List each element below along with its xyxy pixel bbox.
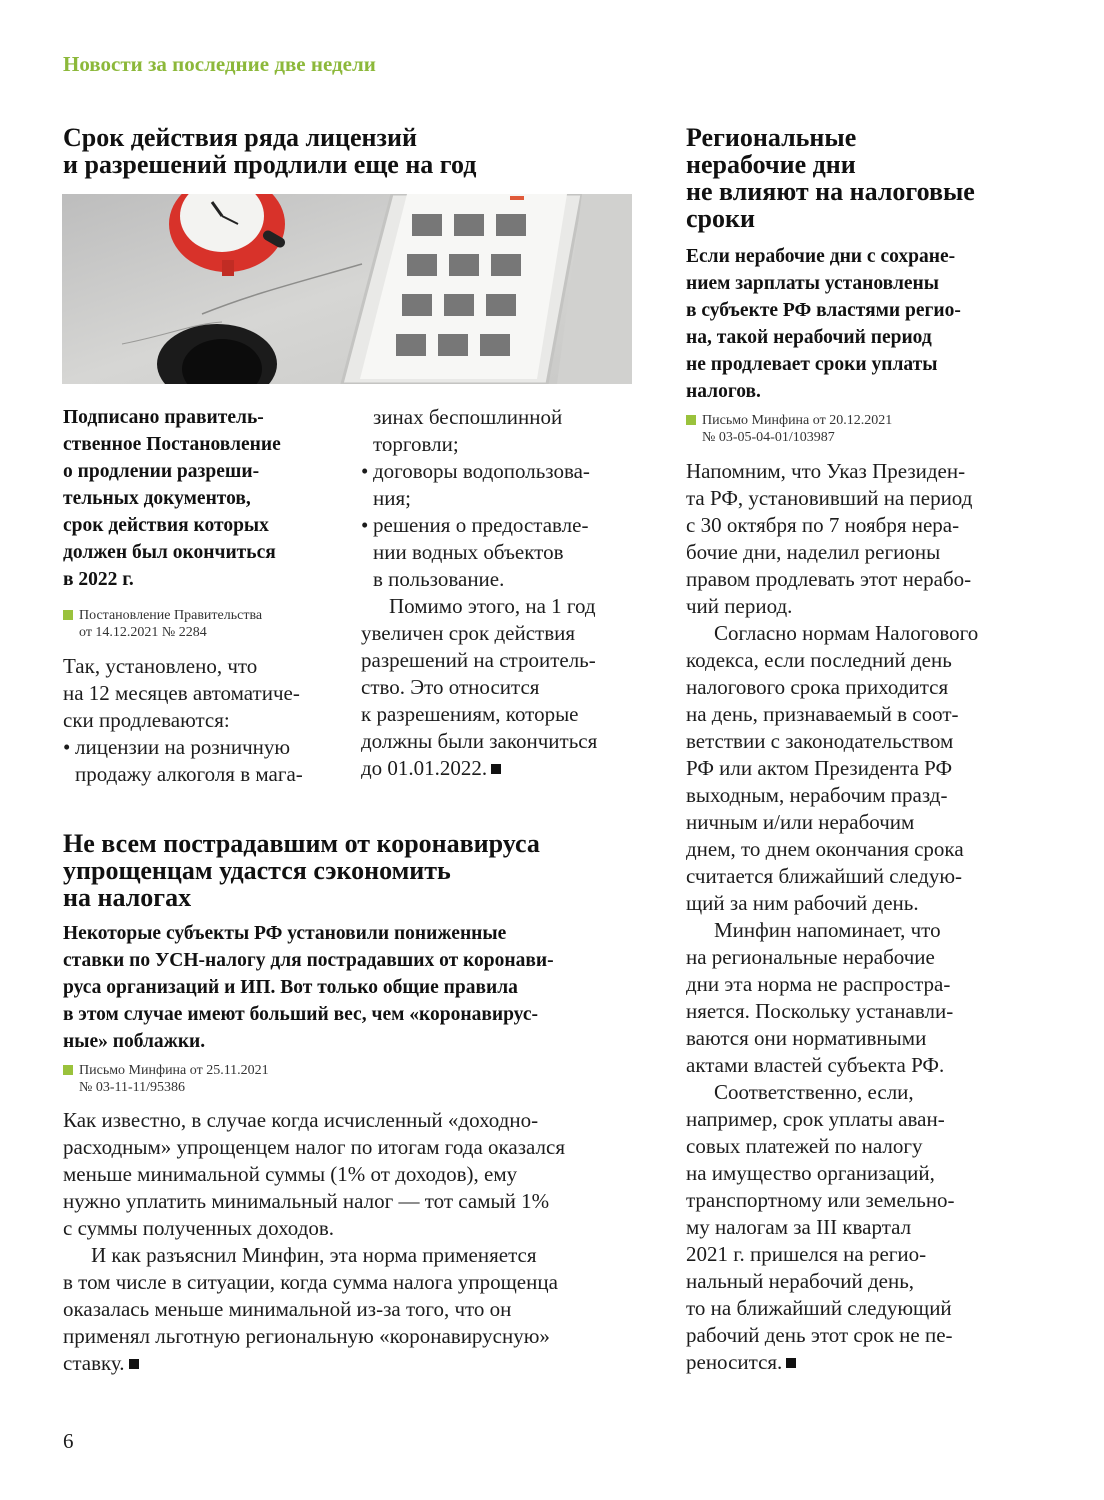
article1-title-line: Срок действия ряда лицензий bbox=[63, 123, 417, 152]
article3-source bbox=[686, 412, 1062, 446]
source-line: Письмо Минфина от 20.12.2021 bbox=[702, 413, 893, 428]
body-line: ваются они нормативными bbox=[686, 1026, 927, 1050]
lead-line: Подписано правитель- bbox=[63, 407, 264, 428]
article2-source bbox=[63, 1062, 479, 1096]
body-line: до 01.01.2022. bbox=[361, 756, 488, 780]
article3-lead bbox=[686, 243, 1046, 405]
body-line: с суммы полученных доходов. bbox=[63, 1216, 335, 1240]
article3-title-line: Региональные bbox=[686, 123, 857, 152]
lead-line: не продлевает сроки уплаты bbox=[686, 354, 938, 375]
body-line: торговли; bbox=[373, 432, 459, 456]
source-line: № 03-05-04-01/103987 bbox=[702, 430, 835, 445]
body-line: оказалась меньше минимальной из-за того, что он bbox=[63, 1297, 512, 1321]
body-line: ски продлеваются: bbox=[63, 708, 230, 732]
body-line: совых платежей по налогу bbox=[686, 1134, 923, 1158]
body-line: на день, признаваемый в соот- bbox=[686, 702, 959, 726]
body-line: на региональные нерабочие bbox=[686, 945, 935, 969]
bullet-item bbox=[361, 512, 646, 593]
body-line: актами властей субъекта РФ. bbox=[686, 1053, 945, 1077]
body-line: ния; bbox=[373, 486, 411, 510]
lead-line: в 2022 г. bbox=[63, 569, 134, 590]
body-line: Как известно, в случае когда исчисленный «доходно- bbox=[63, 1108, 539, 1132]
lead-line: ные» поблажки. bbox=[63, 1031, 206, 1052]
body-line: реносится. bbox=[686, 1350, 783, 1374]
body-line: бочие дни, наделил регионы bbox=[686, 540, 941, 564]
body-line: налогового срока приходится bbox=[686, 675, 949, 699]
body-line: то на ближайший следующий bbox=[686, 1296, 952, 1320]
body-line: нии водных объектов bbox=[373, 540, 564, 564]
bullet-item bbox=[63, 734, 343, 788]
source-line: № 03-11-11/95386 bbox=[79, 1080, 186, 1095]
bullet-continuation bbox=[361, 404, 646, 458]
lead-line: ственное Постановление bbox=[63, 434, 281, 455]
lead-line: должен был окончиться bbox=[63, 542, 276, 563]
body-line: считается ближайший следую- bbox=[686, 864, 962, 888]
body-line: к разрешениям, которые bbox=[361, 702, 579, 726]
end-mark-icon bbox=[491, 764, 501, 774]
section-label: Новости за последние две недели bbox=[63, 52, 376, 76]
article1-col2 bbox=[361, 404, 646, 782]
body-line: Согласно нормам Налогового bbox=[714, 621, 979, 645]
lead-line: в этом случае имеют больший вес, чем «коронавирус- bbox=[63, 1004, 538, 1025]
body-line: меньше минимальной суммы (1% от доходов), ему bbox=[63, 1162, 518, 1186]
article2-title-line: на налогах bbox=[63, 883, 192, 912]
article2-lead bbox=[63, 920, 643, 1055]
body-line: • договоры водопользова- bbox=[373, 459, 590, 483]
lead-line: руса организаций и ИП. Вот только общие правила bbox=[63, 977, 518, 998]
article1-photo bbox=[62, 194, 632, 384]
body-line: РФ или актом Президента РФ bbox=[686, 756, 953, 780]
article1-title bbox=[63, 124, 643, 178]
body-line: му налогам за III квартал bbox=[686, 1215, 912, 1239]
green-square-icon bbox=[686, 415, 696, 425]
source-line: Письмо Минфина от 25.11.2021 bbox=[79, 1063, 269, 1078]
body-line: Так, установлено, что bbox=[63, 654, 258, 678]
lead-line: в субъекте РФ властями регио- bbox=[686, 300, 961, 321]
article3-title-line: сроки bbox=[686, 204, 755, 233]
body-line: ство. Это относится bbox=[361, 675, 540, 699]
article2-title-line: Не всем пострадавшим от коронавируса bbox=[63, 829, 540, 858]
body-line: ставку. bbox=[63, 1351, 125, 1375]
body-line: • решения о предоставле- bbox=[373, 513, 589, 537]
body-line: нужно уплатить минимальный налог — тот самый 1% bbox=[63, 1189, 550, 1213]
body-line: транспортному или земельно- bbox=[686, 1188, 955, 1212]
body-line: разрешений на строитель- bbox=[361, 648, 596, 672]
body-line: Минфин напоминает, что bbox=[714, 918, 941, 942]
article1-title-line: и разрешений продлили еще на год bbox=[63, 150, 477, 179]
article3-title bbox=[686, 124, 1046, 232]
body-line: Соответственно, если, bbox=[714, 1080, 914, 1104]
body-line: 2021 г. пришелся на регио- bbox=[686, 1242, 927, 1266]
green-square-icon bbox=[63, 610, 73, 620]
article1-source bbox=[63, 607, 343, 641]
article2-title-line: упрощенцам удастся сэкономить bbox=[63, 856, 451, 885]
body-line: на имущество организаций, bbox=[686, 1161, 935, 1185]
article1-para bbox=[361, 593, 646, 782]
lead-line: на, такой нерабочий период bbox=[686, 327, 932, 348]
bullet-item bbox=[361, 458, 646, 512]
lead-line: Если нерабочие дни с сохране- bbox=[686, 246, 956, 267]
body-line: Помимо этого, на 1 год bbox=[389, 594, 596, 618]
source-line: от 14.12.2021 № 2284 bbox=[79, 625, 207, 640]
body-line: та РФ, установивший на период bbox=[686, 486, 973, 510]
body-line: должны были закончиться bbox=[361, 729, 598, 753]
source-line: Постановление Правительства bbox=[79, 608, 263, 623]
body-line: например, срок уплаты аван- bbox=[686, 1107, 945, 1131]
body-line: няется. Поскольку устанавли- bbox=[686, 999, 954, 1023]
article1-lead bbox=[63, 404, 343, 593]
article2-title bbox=[63, 830, 643, 911]
article3-title-line: нерабочие дни bbox=[686, 150, 856, 179]
lead-line: срок действия которых bbox=[63, 515, 269, 536]
body-line: рабочий день этот срок не пе- bbox=[686, 1323, 953, 1347]
body-line: • лицензии на розничную bbox=[75, 735, 291, 759]
calendar-photo-illustration bbox=[62, 194, 632, 384]
body-line: в том числе в ситуации, когда сумма налога упрощенца bbox=[63, 1270, 558, 1294]
end-mark-icon bbox=[786, 1358, 796, 1368]
lead-line: налогов. bbox=[686, 381, 761, 402]
body-line: И как разъяснил Минфин, эта норма применяется bbox=[91, 1243, 537, 1267]
article3-body bbox=[686, 458, 1066, 1376]
body-line: применял льготную региональную «коронавирусную» bbox=[63, 1324, 550, 1348]
body-line: правом продлевать этот нерабо- bbox=[686, 567, 972, 591]
body-line: выходным, нерабочим празд- bbox=[686, 783, 948, 807]
body-line: дни эта норма не распростра- bbox=[686, 972, 951, 996]
body-line: ничным и/или нерабочим bbox=[686, 810, 915, 834]
article1-col1 bbox=[63, 404, 343, 788]
body-line: Напомним, что Указ Президен- bbox=[686, 459, 966, 483]
lead-line: о продлении разреши- bbox=[63, 461, 260, 482]
article2-body bbox=[63, 1107, 663, 1377]
body-line: в пользование. bbox=[373, 567, 505, 591]
lead-line: тельных документов, bbox=[63, 488, 251, 509]
lead-line: нием зарплаты установлены bbox=[686, 273, 940, 294]
body-line: на 12 месяцев автоматиче- bbox=[63, 681, 300, 705]
body-line: щий за ним рабочий день. bbox=[686, 891, 919, 915]
article3-title-line: не влияют на налоговые bbox=[686, 177, 975, 206]
article1-body bbox=[63, 653, 343, 788]
body-line: кодекса, если последний день bbox=[686, 648, 952, 672]
body-line: чий период. bbox=[686, 594, 793, 618]
body-line: ветствии с законодательством bbox=[686, 729, 954, 753]
lead-line: ставки по УСН-налогу для пострадавших от коронави- bbox=[63, 950, 554, 971]
body-line: нальный нерабочий день, bbox=[686, 1269, 915, 1293]
body-line: с 30 октября по 7 ноября нера- bbox=[686, 513, 960, 537]
body-line: увеличен срок действия bbox=[361, 621, 576, 645]
green-square-icon bbox=[63, 1065, 73, 1075]
body-line: расходным» упрощенцем налог по итогам года оказался bbox=[63, 1135, 565, 1159]
page-number: 6 bbox=[63, 1429, 74, 1453]
body-line: продажу алкоголя в мага- bbox=[75, 762, 303, 786]
body-line: днем, то днем окончания срока bbox=[686, 837, 964, 861]
lead-line: Некоторые субъекты РФ установили пониженные bbox=[63, 923, 507, 944]
body-line: зинах беспошлинной bbox=[373, 405, 563, 429]
end-mark-icon bbox=[129, 1359, 139, 1369]
